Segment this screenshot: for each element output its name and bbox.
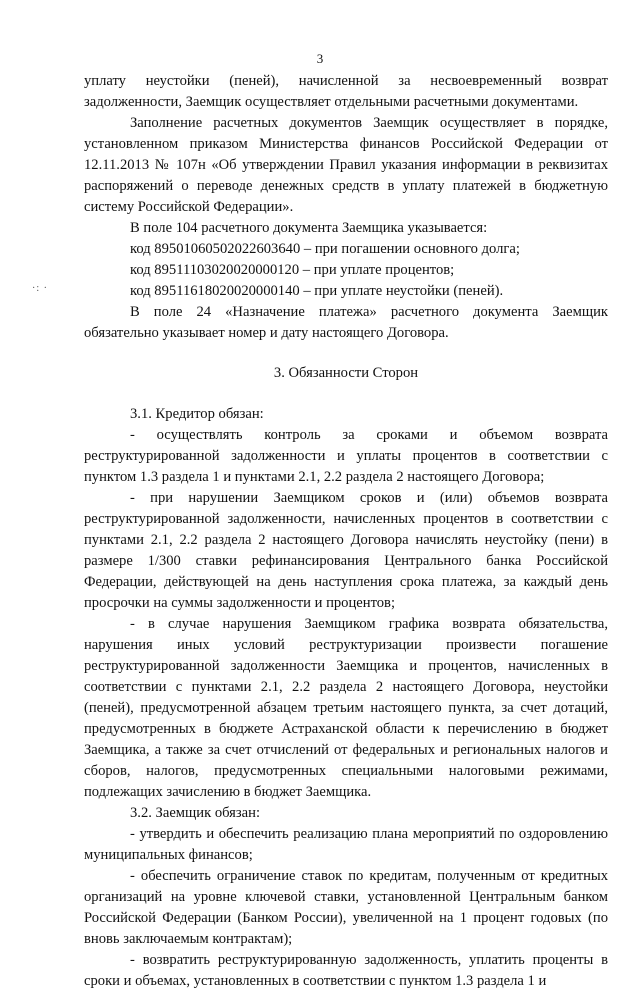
page-number: 3 <box>316 51 324 66</box>
list-item: - обеспечить ограничение ставок по кредитам, полученным от кредитных организаций на уровне ключевой ставки, установленной Центральным банком Российской Федерации (Банком России), увеличенной на 1 процент годовых (по вновь заключаемым контрактам); <box>84 868 608 947</box>
section-title: 3. Обязанности Сторон <box>273 365 419 381</box>
list-item: - утвердить и обеспечить реализацию плана мероприятий по оздоровлению муниципальных финансов; <box>84 826 608 863</box>
code-line: код 89511618020020000140 – при уплате неустойки (пеней). <box>130 283 504 299</box>
scan-artifact: ·: · <box>32 283 48 294</box>
paragraph: В поле 24 «Назначение платежа» расчетного документа Заемщик обязательно указывает номер и дату настоящего Договора. <box>84 304 608 341</box>
list-item: - осуществлять контроль за сроками и объемом возврата реструктурированной задолженности и уплаты процентов в соответствии с пунктом 1.3 раздела 1 и пунктами 2.1, 2.2 раздела 2 настоящего Договора; <box>84 427 608 485</box>
paragraph: уплату неустойки (пеней), начисленной за несвоевременный возврат задолженности, Заемщик осуществляет отдельными расчетными документами. <box>84 73 608 110</box>
subsection-heading: 3.1. Кредитор обязан: <box>130 406 264 422</box>
document-body <box>84 71 608 992</box>
subsection-heading: 3.2. Заемщик обязан: <box>130 805 261 821</box>
list-item: - при нарушении Заемщиком сроков и (или) объемов возврата реструктурированной задолженности, начисленных процентов в соответствии с пунктами 2.1, 2.2 раздела 2 настоящего Договора начислять неустойку (пени) в размере 1/300 ставки рефинансирования Центрального банка Российской Федерации, действующей на день наступления срока платежа, за каждый день просрочки на суммы задолженности и процентов; <box>84 490 608 611</box>
code-line: код 89501060502022603640 – при погашении основного долга; <box>130 241 520 257</box>
list-item: - в случае нарушения Заемщиком графика возврата обязательства, нарушения иных условий реструктуризации произвести погашение реструктурированной задолженности Заемщика и процентов, начисленных в соответствии с пунктами 2.1, 2.2 раздела 2 настоящего Договора, неустойки (пеней), предусмотренной абзацем третьим настоящего пункта, за счет дотаций, предусмотренных в бюджете Астраханской области к перечислению в бюджет Заемщика, а также за счет отчислений от федеральных и региональных налогов и сборов, налогов, предусмотренных специальными налоговыми режимами, подлежащих зачислению в бюджет Заемщика. <box>84 616 608 800</box>
list-item: - возвратить реструктурированную задолженность, уплатить проценты в сроки и объемах, установленных в соответствии с пунктом 1.3 раздела 1 и <box>84 952 608 989</box>
code-line: код 89511103020020000120 – при уплате процентов; <box>130 262 455 278</box>
paragraph: В поле 104 расчетного документа Заемщика указывается: <box>130 220 488 236</box>
paragraph: Заполнение расчетных документов Заемщик осуществляет в порядке, установленном приказом Министерства финансов Российской Федерации от 12.11.2013 № 107н «Об утверждении Правил указания информации в реквизитах распоряжений о переводе денежных средств в уплату платежей в бюджетную систему Российской Федерации». <box>84 115 608 215</box>
